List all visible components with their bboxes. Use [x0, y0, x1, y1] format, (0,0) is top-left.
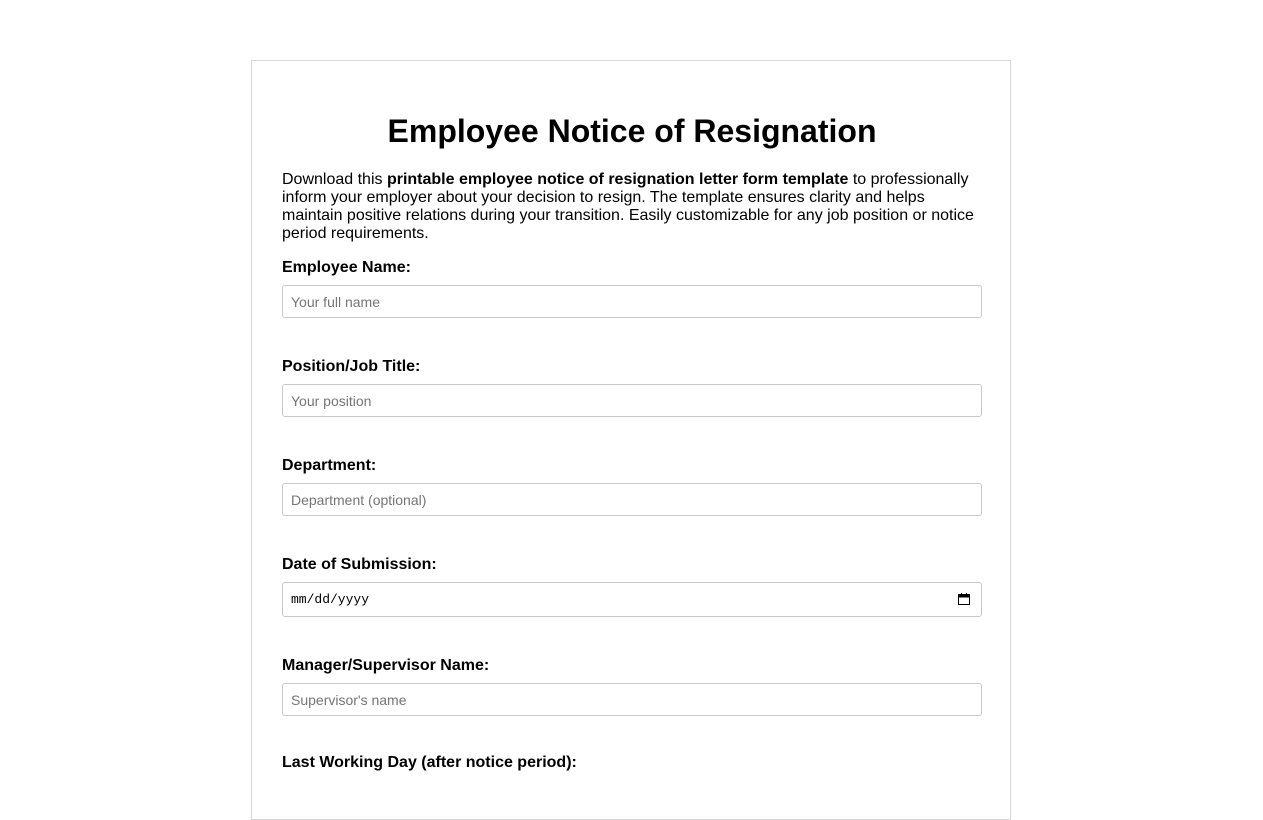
- department-input[interactable]: [282, 483, 982, 516]
- employee-name-input[interactable]: [282, 285, 982, 318]
- intro-bold: printable employee notice of resignation letter form template: [386, 171, 849, 188]
- date-of-submission-input[interactable]: [282, 582, 982, 617]
- calendar-icon[interactable]: [958, 593, 970, 605]
- last-working-day-label: Last Working Day (after notice period):: [282, 754, 577, 771]
- department-label: Department:: [282, 457, 377, 474]
- employee-name-label: Employee Name:: [282, 259, 411, 276]
- position-label: Position/Job Title:: [282, 358, 421, 375]
- date-placeholder: mm/dd/yyyy: [291, 592, 370, 607]
- manager-name-input[interactable]: [282, 683, 982, 716]
- intro-text: [282, 171, 982, 243]
- page-title: Employee Notice of Resignation: [387, 113, 877, 149]
- form-card: [251, 60, 1011, 820]
- position-input[interactable]: [282, 384, 982, 417]
- intro-suffix: to professionally inform your employer about your decision to resign. The template ensures clarity and helps maintain positive relations during your transition. Easily customizable for any job position or notice period requirements.: [282, 171, 974, 242]
- manager-name-label: Manager/Supervisor Name:: [282, 657, 490, 674]
- date-of-submission-label: Date of Submission:: [282, 556, 437, 573]
- intro-prefix: Download this: [282, 171, 387, 188]
